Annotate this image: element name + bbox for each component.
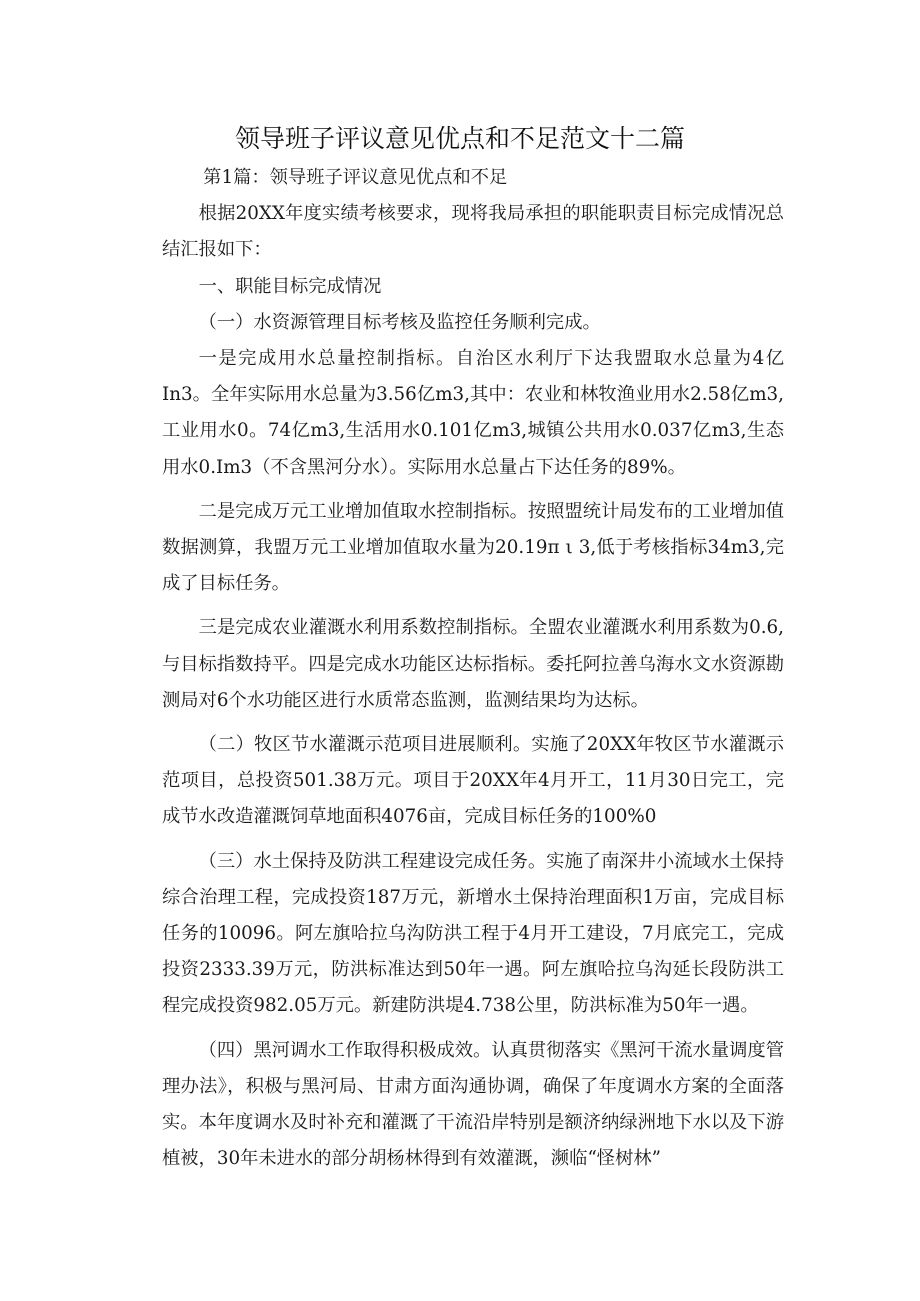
document-body: [162, 160, 784, 1177]
paragraph-intro: 根据20XX年度实绩考核要求，现将我局承担的职能职责目标完成情况总结汇报如下：: [162, 203, 784, 261]
paragraph-pasture-irrigation: （二）牧区节水灌溉示范项目进展顺利。实施了20XX年牧区节水灌溉示范项目，总投资501.38万元。项目于20XX年4月开工，11月30日完工，完成节水改造灌溉饲草地面积4076亩，完成目标任务的100%0: [162, 734, 784, 828]
section-heading-goals: 一、职能目标完成情况: [198, 275, 382, 297]
paragraph-total-water-use: 一是完成用水总量控制指标。自治区水利厅下达我盟取水总量为4亿In3。全年实际用水总量为3.56亿m3,其中：农业和林牧渔业用水2.58亿m3,工业用水0。74亿m3,生活用水0.101亿m3,城镇公共用水0.037亿m3,生态用水0.Im3（不含黑河分水）。实际用水总量占下达任务的89%。: [162, 348, 784, 478]
paragraph-heihe-water-transfer: （四）黑河调水工作取得积极成效。认真贯彻落实《黑河干流水量调度管理办法》，积极与黑河局、甘肃方面沟通协调，确保了年度调水方案的全面落实。本年度调水及时补充和灌溉了干流沿岸特别是额济纳绿洲地下水以及下游植被，30年未进水的部分胡杨林得到有效灌溉，濒临“怪树林”: [162, 1039, 784, 1170]
document-title: 领导班子评议意见优点和不足范文十二篇: [234, 124, 685, 153]
paragraph-soil-conservation: （三）水土保持及防洪工程建设完成任务。实施了南深井小流域水土保持综合治理工程，完成投资187万元，新增水土保持治理面积1万亩，完成目标任务的10096。阿左旗哈拉乌沟防洪工程于4月开工建设，7月底完工，完成投资2333.39万元，防洪标准达到50年一遇。阿左旗哈拉乌沟延长段防洪工程完成投资982.05万元。新建防洪堤4.738公里，防洪标准为50年一遇。: [162, 850, 784, 1017]
paragraph-irrigation-coefficient: 三是完成农业灌溉水利用系数控制指标。全盟农业灌溉水利用系数为0.6,与目标指数持平。四是完成水功能区达标指标。委托阿拉善乌海水文水资源勘测局对6个水功能区进行水质常态监测，监测结果均为达标。: [162, 617, 784, 711]
section-heading: 第1篇：领导班子评议意见优点和不足: [203, 167, 508, 188]
paragraph-industrial-water: 二是完成万元工业增加值取水控制指标。按照盟统计局发布的工业增加值数据测算，我盟万元工业增加值取水量为20.19π ι 3,低于考核指标34m3,完成了目标任务。: [162, 500, 784, 595]
subsection-heading-water-resources: （一）水资源管理目标考核及监控任务顺利完成。: [198, 311, 601, 333]
